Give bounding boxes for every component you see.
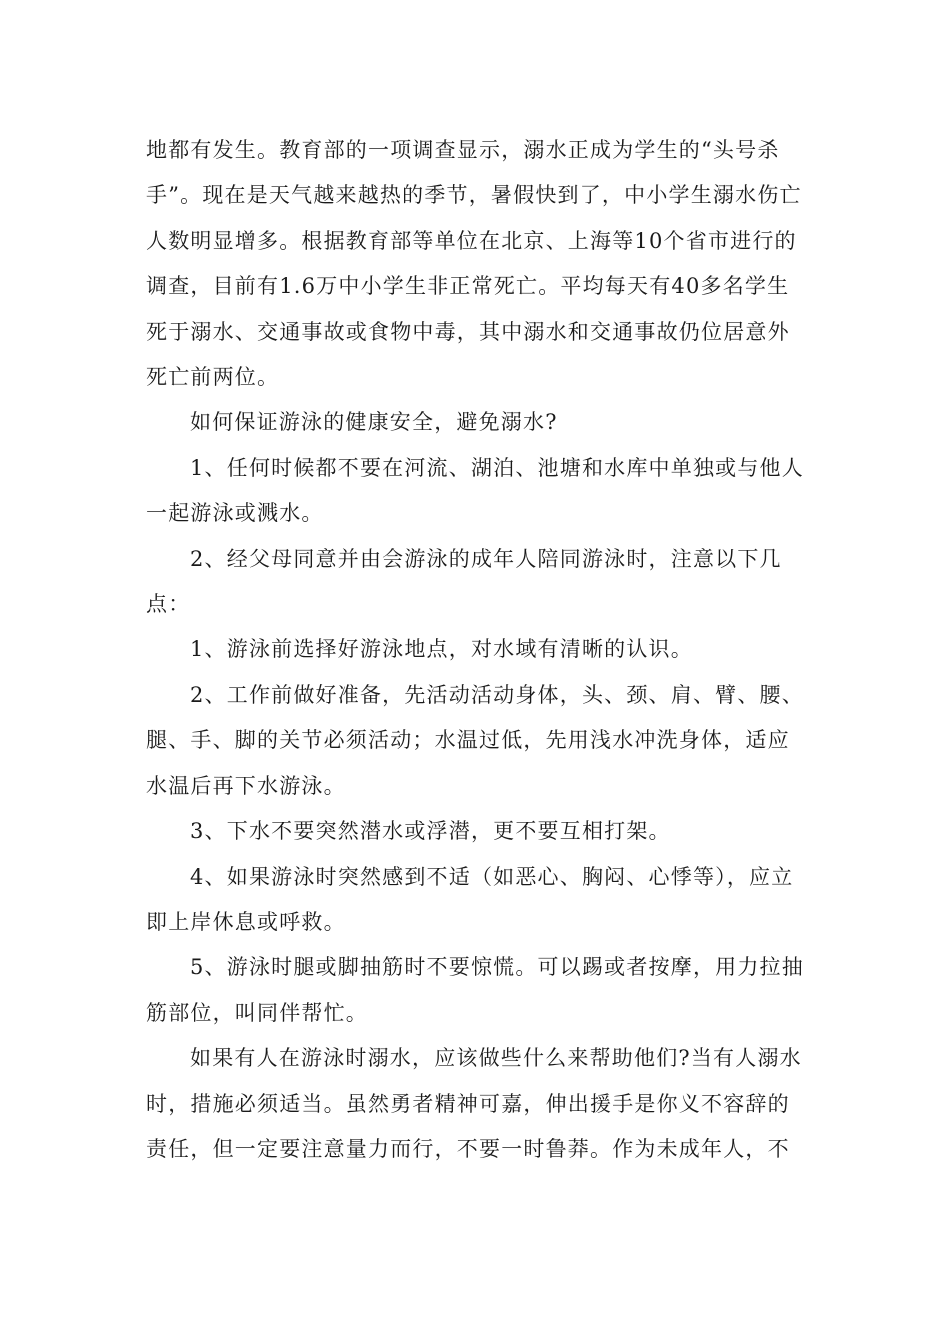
paragraph-tip-2: 2、工作前做好准备，先活动活动身体，头、颈、肩、臂、腰、腿、手、脚的关节必须活动；水温过低，先用浅水冲洗身体，适应水温后再下水游泳。: [146, 682, 804, 798]
paragraph-question: 如何保证游泳的健康安全，避免溺水?: [190, 410, 558, 435]
paragraph-rescue: 如果有人在游泳时溺水，应该做些什么来帮助他们?当有人溺水时，措施必须适当。虽然勇者精神可嘉，伸出援手是你义不容辞的责任，但一定要注意量力而行，不要一时鲁莽。作为未成年人，不: [146, 1046, 802, 1161]
paragraph-tip-3: 3、下水不要突然潜水或浮潜，更不要互相打架。: [190, 819, 671, 844]
paragraph-intro-continued: 地都有发生。教育部的一项调查显示，溺水正成为学生的“头号杀手”。现在是天气越来越热的季节，暑假快到了，中小学生溺水伤亡人数明显增多。根据教育部等单位在北京、上海等10个省市进行的调查，目前有1.6万中小学生非正常死亡。平均每天有40多名学生死于溺水、交通事故或食物中毒，其中溺水和交通事故仍位居意外死亡前两位。: [146, 138, 802, 390]
paragraph-tip-5: 5、游泳时腿或脚抽筋时不要惊慌。可以踢或者按摩，用力拉抽筋部位，叫同伴帮忙。: [146, 955, 804, 1025]
paragraph-tip-4: 4、如果游泳时突然感到不适（如恶心、胸闷、心悸等），应立即上岸休息或呼救。: [146, 864, 794, 934]
document-body: [146, 128, 806, 1172]
paragraph-tip-1: 1、游泳前选择好游泳地点，对水域有清晰的认识。: [190, 637, 693, 662]
paragraph-rule-2: 2、经父母同意并由会游泳的成年人陪同游泳时，注意以下几点：: [146, 546, 782, 617]
paragraph-rule-1: 1、任何时候都不要在河流、湖泊、池塘和水库中单独或与他人一起游泳或溅水。: [146, 455, 804, 526]
